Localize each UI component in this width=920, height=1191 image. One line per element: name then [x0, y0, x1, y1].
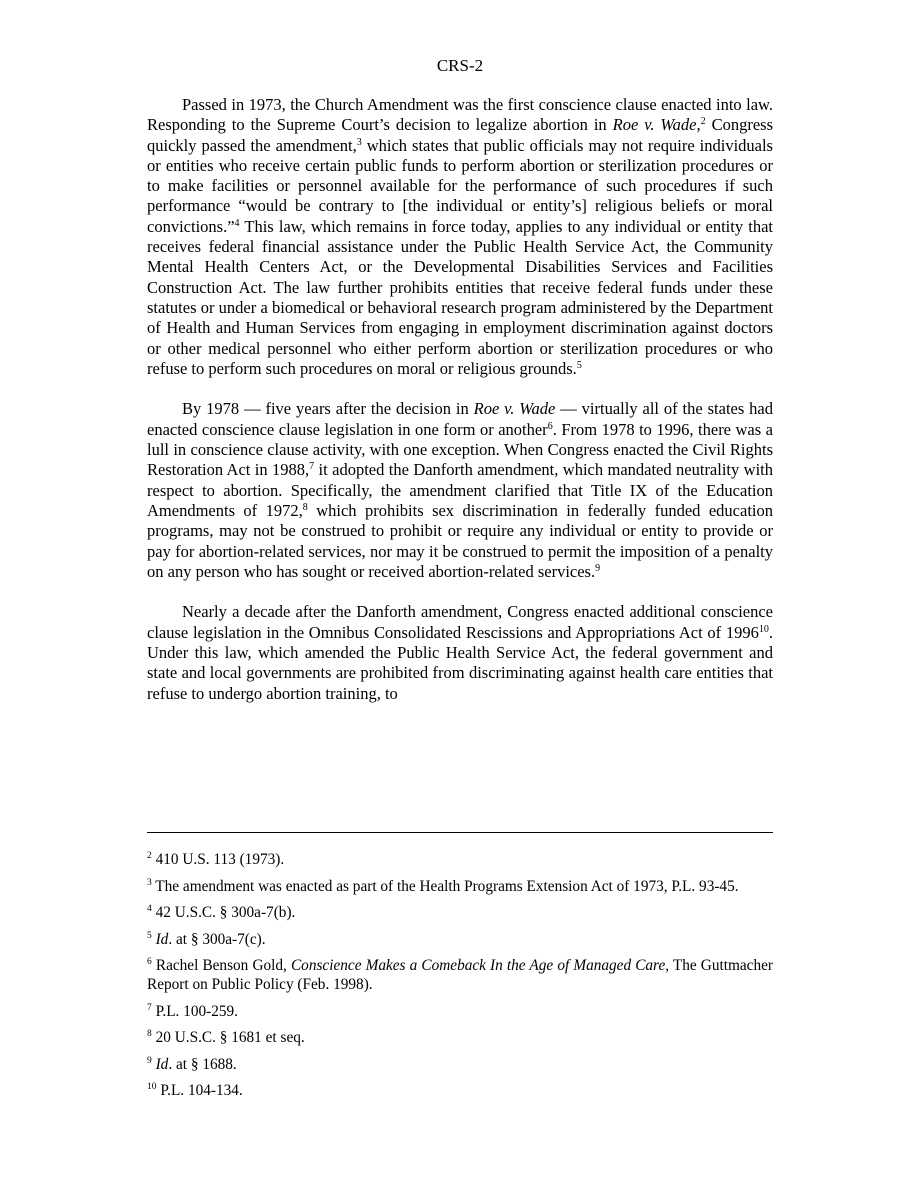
paragraph-church-amendment [147, 95, 773, 379]
case-citation: Roe v. Wade [612, 115, 697, 135]
footnote-text: P.L. 100-259. [151, 1002, 239, 1020]
footnote-3 [147, 877, 773, 896]
footnote-number: 8 [147, 1029, 152, 1039]
footnote-number: 4 [147, 904, 152, 914]
footnote-9 [147, 1055, 773, 1074]
footnote-7 [147, 1002, 773, 1021]
footnote-4 [147, 903, 773, 922]
footnote-text: . at § 1688. [168, 1055, 237, 1073]
footnote-number: 10 [147, 1082, 157, 1092]
footnote-ref-4: 4 [234, 217, 240, 229]
footnote-ref-5: 5 [576, 359, 582, 371]
text-run: — virtually all of the states had enacted conscience clause legislation in one form or another [147, 399, 774, 439]
text-run: Congress quickly passed the amendment, [147, 115, 773, 155]
footnote-ref-8: 8 [302, 501, 308, 513]
footnote-5 [147, 930, 773, 949]
footnote-text: The amendment was enacted as part of the Health Programs Extension Act of 1973, P.L. 93-45. [151, 877, 739, 895]
footnote-number: 5 [147, 930, 152, 941]
footnote-number: 6 [147, 957, 152, 967]
footnote-text: 410 U.S. 113 (1973). [151, 851, 285, 868]
footnote-number: 2 [147, 851, 152, 861]
footnote-number: 3 [147, 877, 152, 888]
footnote-ref-10: 10 [758, 623, 769, 635]
footnotes-section [147, 850, 773, 1108]
body-text [147, 95, 773, 724]
text-run: which prohibits sex discrimination in federally funded education programs, may not be construed to prohibit or require any individual or entity to provide or pay for abortion-related services, nor may it be construed to permit the imposition of a penalty on any person who has sought or received abortion-related services. [147, 500, 773, 581]
footnote-8 [147, 1028, 773, 1047]
footnote-number: 7 [147, 1002, 152, 1013]
footnote-text: . at § 300a-7(c). [168, 930, 266, 948]
footnote-text: 42 U.S.C. § 300a-7(b). [151, 904, 296, 921]
text-run: By 1978 — five years after the decision in [182, 399, 474, 419]
footnote-text: Rachel Benson Gold, [151, 957, 291, 974]
footnote-text: , The Guttmacher Report on Public Policy (Feb. 1998). [147, 957, 773, 993]
footnote-number: 9 [147, 1055, 152, 1066]
footnote-ref-7: 7 [309, 461, 315, 473]
text-run: This law, which remains in force today, applies to any individual or entity that receives federal financial assistance under the Public Health Service Act, the Community Mental Health Centers Act, or the Developmental Disabilities Services and Facilities Construction Act. The law further prohibits entities that receive federal funds under these statutes or under a biomedical or behavioral research program administered by the Department of Health and Human Services from engaging in employment discrimination against doctors or other medical personnel who either perform abortion or sterilization procedures or who refuse to perform such procedures on moral or religious grounds. [147, 216, 773, 378]
page-header: CRS-2 [436, 56, 484, 75]
text-run: , [696, 115, 701, 135]
footnote-ref-9: 9 [595, 562, 601, 574]
footnote-2 [147, 850, 773, 869]
text-run: . Under this law, which amended the Public Health Service Act, the federal government and state and local governments are prohibited from discriminating against health care entities that refuse to undergo abortion training, to [147, 622, 773, 703]
text-run: Nearly a decade after the Danforth amendment, Congress enacted additional conscience clause legislation in the Omnibus Consolidated Rescissions and Appropriations Act of 1996 [147, 602, 773, 642]
case-citation: Roe v. Wade [473, 399, 556, 419]
footnote-ref-3: 3 [356, 136, 362, 148]
paragraph-omnibus-act [147, 602, 773, 703]
text-run: it adopted the Danforth amendment, which mandated neutrality with respect to abortion. Specifically, the amendment clarified that Title IX of the Education Amendments of 1972, [147, 460, 773, 520]
footnote-ref-6: 6 [547, 420, 553, 432]
text-run: which states that public officials may not require individuals or entities who receive certain public funds to perform abortion or sterilization procedures or to make facilities or personnel available for the performance of such procedures if such performance “would be contrary to [the individual or entity’s] religious beliefs or moral convictions.” [147, 135, 773, 236]
footnote-text: 20 U.S.C. § 1681 et seq. [151, 1029, 305, 1046]
footnote-6 [147, 956, 773, 994]
footnote-ref-2: 2 [700, 116, 706, 128]
footnote-italic: Conscience Makes a Comeback In the Age of Managed Care [290, 957, 666, 974]
footnote-text: P.L. 104-134. [156, 1082, 243, 1099]
footnote-separator [147, 832, 773, 833]
footnote-italic: Id [155, 930, 169, 948]
footnote-italic: Id [155, 1055, 169, 1073]
paragraph-danforth-amendment [147, 399, 773, 582]
text-run: . From 1978 to 1996, there was a lull in conscience clause activity, with one exception. When Congress enacted the Civil Rights Restoration Act in 1988, [147, 419, 773, 480]
footnote-10 [147, 1081, 773, 1100]
text-run: Passed in 1973, the Church Amendment was the first conscience clause enacted into law. Responding to the Supreme Court’s decision to legalize abortion in [147, 95, 773, 135]
